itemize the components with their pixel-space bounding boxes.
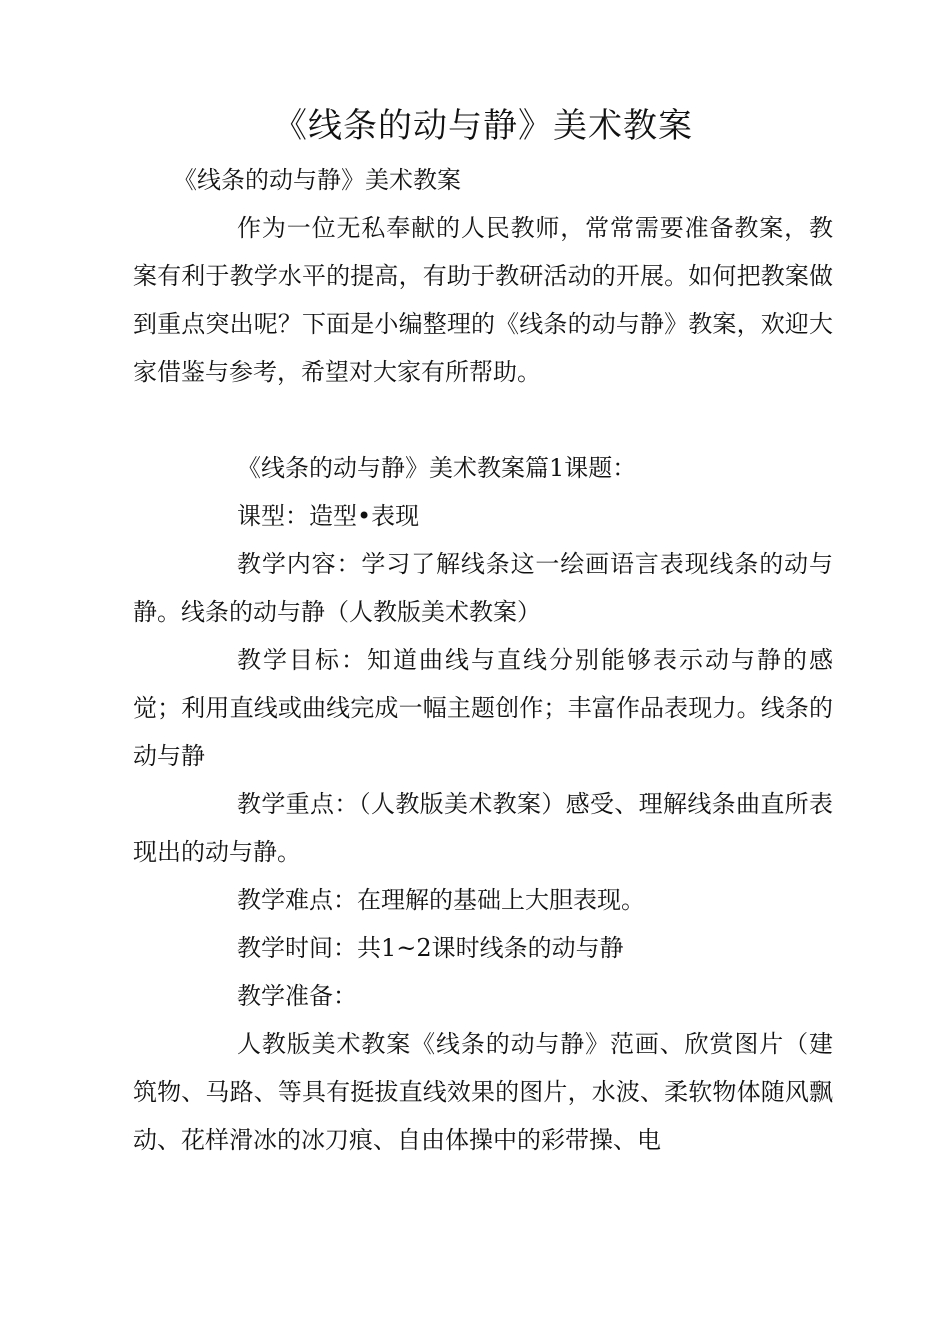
teaching-difficulties: 教学难点：在理解的基础上大胆表现。 bbox=[237, 886, 645, 914]
document-page bbox=[133, 100, 833, 1164]
document-title: 《线条的动与静》美术教案 bbox=[273, 106, 693, 146]
teaching-key-points: 教学重点：（人教版美术教案）感受、理解线条曲直所表现出的动与静。 bbox=[133, 790, 833, 866]
teaching-time: 教学时间：共1~2课时线条的动与静 bbox=[237, 934, 624, 962]
intro-paragraph: 作为一位无私奉献的人民教师，常常需要准备教案，教案有利于教学水平的提高，有助于教研活动的开展。如何把教案做到重点突出呢？下面是小编整理的《线条的动与静》教案，欢迎大家借鉴与参考，希望对大家有所帮助。 bbox=[133, 214, 833, 386]
preparation-text: 人教版美术教案《线条的动与静》范画、欣赏图片（建筑物、马路、等具有挺拔直线效果的图片，水波、柔软物体随风飘动、花样滑冰的冰刀痕、自由体操中的彩带操、电 bbox=[133, 1030, 833, 1154]
preparation-label: 教学准备： bbox=[237, 982, 357, 1010]
document-subtitle: 《线条的动与静》美术教案 bbox=[173, 166, 461, 194]
paragraph-gap bbox=[133, 396, 833, 444]
teaching-objectives: 教学目标：知道曲线与直线分别能够表示动与静的感觉；利用直线或曲线完成一幅主题创作；丰富作品表现力。线条的动与静 bbox=[133, 646, 833, 770]
lesson-type: 课型：造型•表现 bbox=[237, 502, 420, 530]
section-heading: 《线条的动与静》美术教案篇1课题： bbox=[237, 454, 637, 482]
teaching-content: 教学内容：学习了解线条这一绘画语言表现线条的动与静。线条的动与静（人教版美术教案） bbox=[133, 550, 833, 626]
